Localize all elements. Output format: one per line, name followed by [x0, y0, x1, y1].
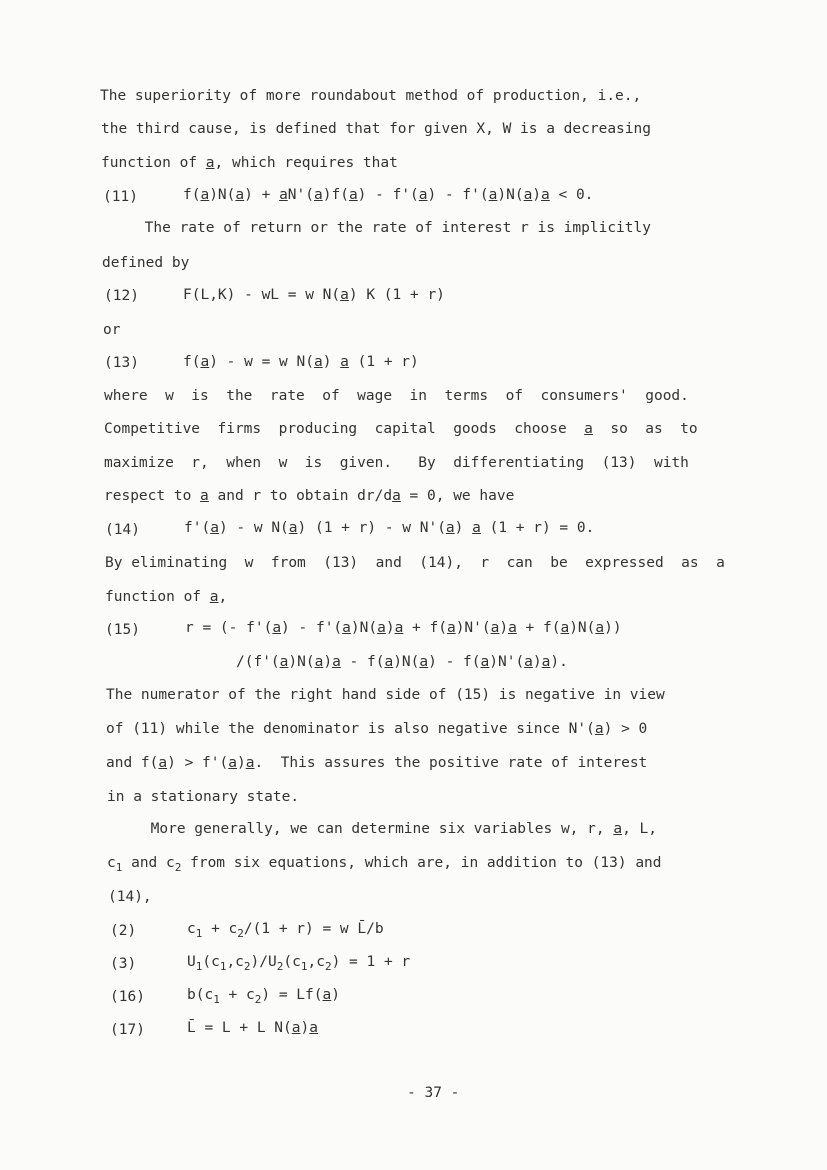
equation-12: F(L,K) - wL = w N(a) K (1 + r)	[183, 287, 445, 303]
equation-label: (11)	[103, 189, 138, 205]
equation-label: (17)	[110, 1022, 145, 1038]
page-number: - 37 -	[407, 1085, 460, 1101]
text-line: maximize r, when w is given. By differentiating (13) with	[104, 455, 689, 471]
equation-label: (15)	[105, 622, 140, 638]
equation-11: f(a)N(a) + aN'(a)f(a) - f'(a) - f'(a)N(a)a < 0.	[183, 187, 594, 203]
equation-14: f'(a) - w N(a) (1 + r) - w N'(a) a (1 + r) = 0.	[184, 520, 595, 536]
equation-label: (12)	[104, 288, 139, 304]
equation-15-line1: r = (- f'(a) - f'(a)N(a)a + f(a)N'(a)a + f(a)N(a))	[185, 620, 622, 636]
text-line: the third cause, is defined that for given X, W is a decreasing	[101, 121, 651, 137]
text-line: The rate of return or the rate of interest r is implicitly	[101, 220, 651, 236]
text-line: (14),	[108, 889, 152, 905]
text-line: More generally, we can determine six variables w, r, a, L,	[107, 821, 657, 837]
text-line: The numerator of the right hand side of (15) is negative in view	[106, 687, 665, 703]
text-line: respect to a and r to obtain dr/da = 0, we have	[104, 488, 515, 504]
text-line: or	[103, 322, 121, 338]
text-line: defined by	[102, 255, 190, 271]
text-line: function of a, which requires that	[101, 155, 398, 171]
equation-3: $U_1(c_1,c_2)/U_2(c_1,c_2) = 1 + r$	[187, 954, 411, 973]
text-line: in a stationary state.	[107, 789, 300, 805]
text-line: Competitive firms producing capital goods choose a so as to	[104, 421, 698, 437]
equation-label: (13)	[104, 355, 139, 371]
equation-16: $b(c_1 + c_2) = Lf(a)$	[187, 987, 340, 1006]
text-line: of (11) while the denominator is also negative since N'(a) > 0	[106, 721, 648, 737]
equation-label: (3)	[110, 956, 137, 972]
text-line: By eliminating w from (13) and (14), r can be expressed as a	[105, 555, 725, 571]
equation-15-line2: /(f'(a)N(a)a - f(a)N(a) - f(a)N'(a)a).	[236, 654, 568, 670]
text-line: and f(a) > f'(a)a. This assures the positive rate of interest	[106, 755, 648, 771]
equation-label: (16)	[110, 989, 145, 1005]
text-line: $c_1$ and $c_2$ from six equations, which are, in addition to (13) and	[107, 855, 662, 874]
text-line: function of a,	[105, 589, 228, 605]
equation-label: (14)	[105, 522, 140, 538]
text-line: where w is the rate of wage in terms of consumers' good.	[104, 388, 689, 404]
equation-13: f(a) - w = w N(a) a (1 + r)	[183, 354, 419, 370]
equation-label: (2)	[110, 923, 137, 939]
text-line: The superiority of more roundabout method of production, i.e.,	[100, 88, 642, 104]
equation-17: L̄ = L + L N(a)a	[187, 1020, 318, 1036]
equation-2: $c_1 + c_2/(1 + r) = w$ L̄/b	[187, 921, 384, 940]
